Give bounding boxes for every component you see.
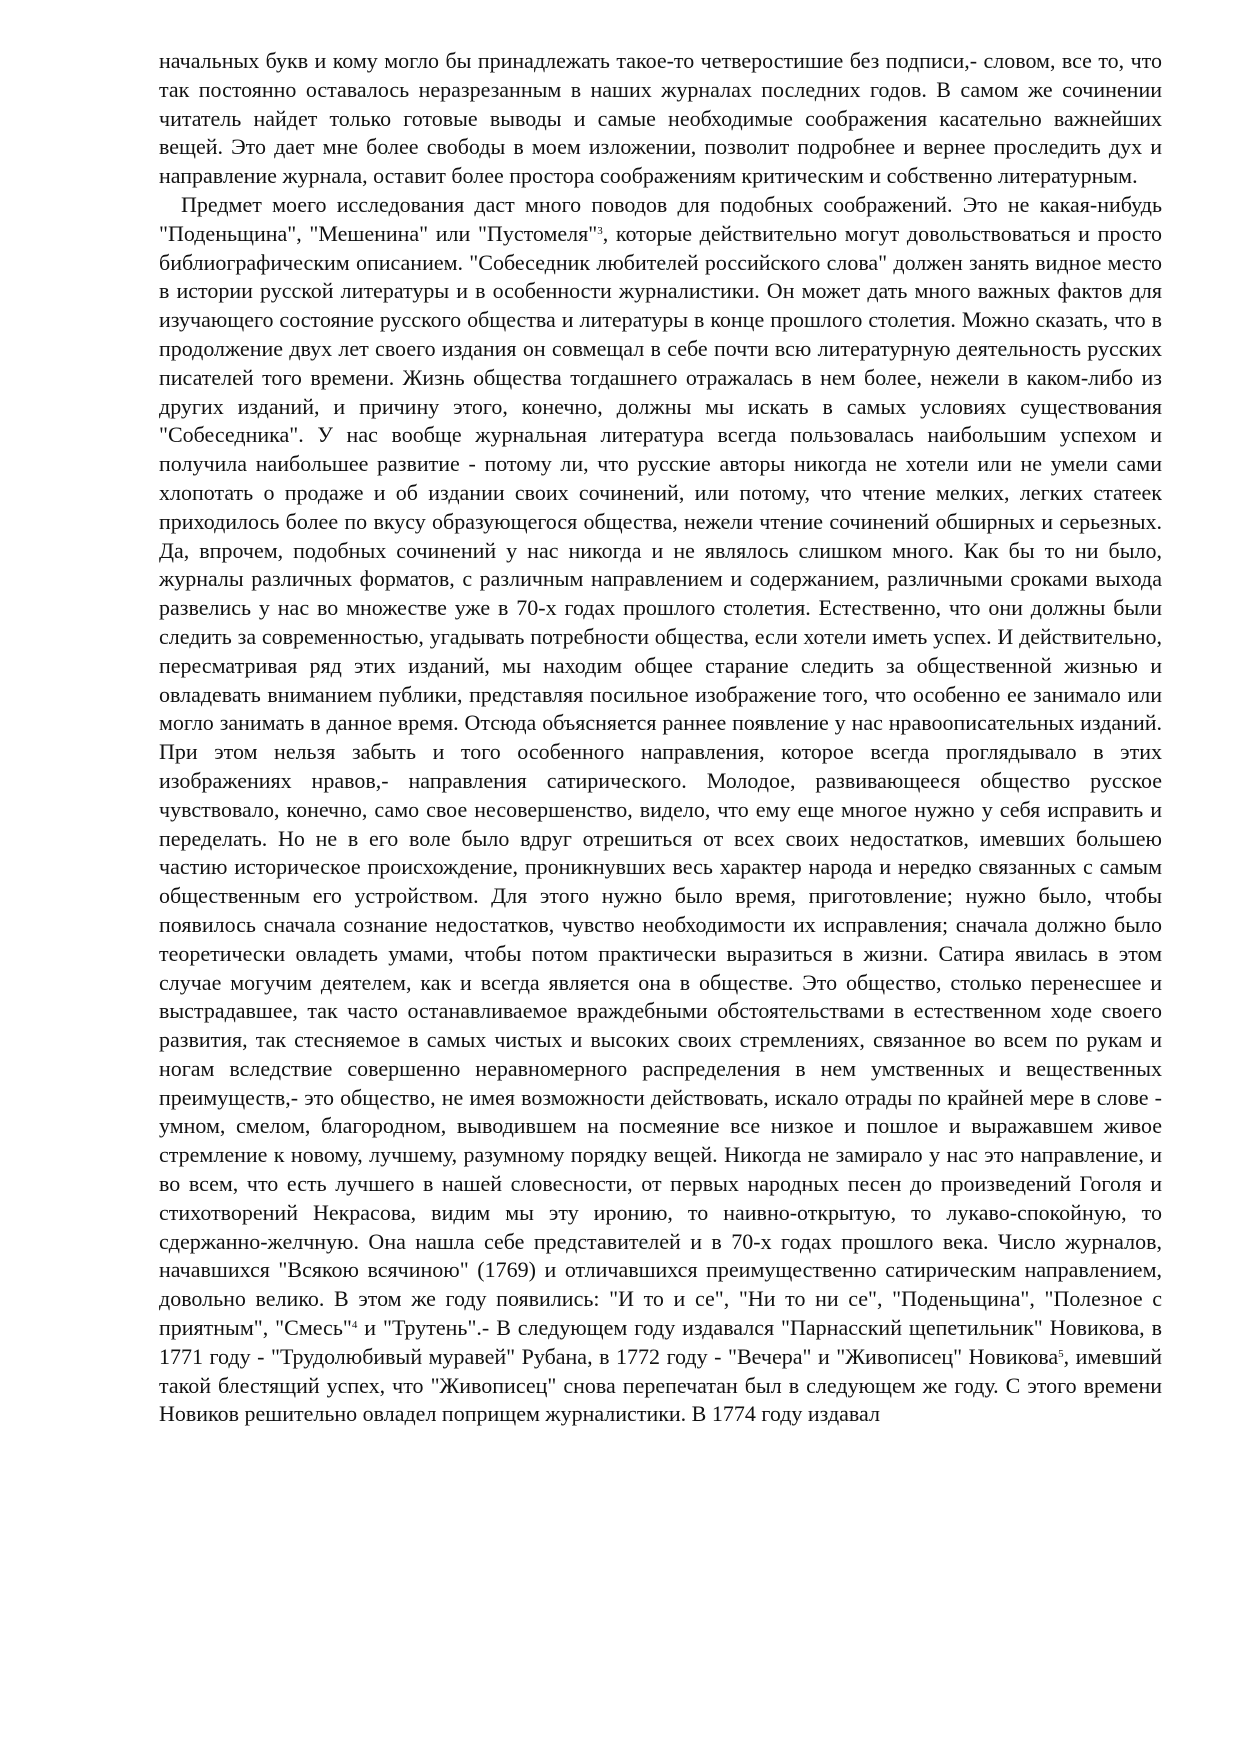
paragraph-main: [159, 191, 1162, 1429]
document-page: [159, 47, 1162, 1429]
paragraph-text: , имевший такой блестящий успех, что "Живописец" снова перепечатан был в следующем же году. С этого времени Новиков решительно овладел поприщем журналистики. В 1774 году издавал: [159, 1343, 1162, 1427]
paragraph-continuation: [159, 47, 1162, 191]
paragraph-text: , которые действительно могут довольствоваться и просто библиографическим описанием. "Собеседник любителей российского слова" должен занять видное место в истории русской литературы и в особенности журналистики. Он может дать много важных фактов для изучающего состояние русского общества и литературы в конце прошлого столетия. Можно сказать, что в продолжение двух лет своего издания он совмещал в себе почти всю литературную деятельность русских писателей того времени. Жизнь общества тогдашнего отражалась в нем более, нежели в каком-либо из других изданий, и причину этого, конечно, должны мы искать в самых условиях существования "Собеседника". У нас вообще журнальная литература всегда пользовалась наибольшим успехом и получила наибольшее развитие - потому ли, что русские авторы никогда не хотели или не умели сами хлопотать о продаже и об издании своих сочинений, или потому, что чтение мелких, легких статеек приходилось более по вкусу образующегося общества, нежели чтение сочинений обширных и серьезных. Да, впрочем, подобных сочинений у нас никогда и не являлось слишком много. Как бы то ни было, журналы различных форматов, с различным направлением и содержанием, различными сроками выхода развелись у нас во множестве уже в 70-х годах прошлого столетия. Естественно, что они должны были следить за современностью, угадывать потребности общества, если хотели иметь успех. И действительно, пересматривая ряд этих изданий, мы находим общее старание следить за общественной жизнью и овладевать вниманием публики, представляя посильное изображение того, что особенно ее занимало или могло занимать в данное время. Отсюда объясняется раннее появление у нас нравоописательных изданий. При этом нельзя забыть и того особенного направления, которое всегда проглядывало в этих изображениях нравов,- направления сатирического. Молодое, развивающееся общество русское чувствовало, конечно, само свое несовершенство, видело, что ему еще многое нужно у себя исправить и переделать. Но не в его воле было вдруг отрешиться от всех своих недостатков, имевших большею частию историческое происхождение, проникнувших весь характер народа и нередко связанных с самым общественным его устройством. Для этого нужно было время, приготовление; нужно было, чтобы появилось сначала сознание недостатков, чувство необходимости их исправления; сначала должно было теоретически овладеть умами, чтобы потом практически выразиться в жизни. Сатира явилась в этом случае могучим деятелем, как и всегда является она в обществе. Это общество, столько перенесшее и выстрадавшее, так часто останавливаемое враждебными обстоятельствами в естественном ходе своего развития, так стесняемое в самых чистых и высоких своих стремлениях, связанное во всем по рукам и ногам вследствие совершенно неравномерного распределения в нем умственных и вещественных преимуществ,- это общество, не имея возможности действовать, искало отрады по крайней мере в слове - умном, смелом, благородном, выводившем на посмеяние все низкое и пошлое и выражавшем живое стремление к новому, лучшему, разумному порядку вещей. Никогда не замирало у нас это направление, и во всем, что есть лучшего в нашей словесности, от первых народных песен до произведений Гоголя и стихотворений Некрасова, видим мы эту иронию, то наивно-открытую, то лукаво-спокойную, то сдержанно-желчную. Она нашла себе представителей и в 70-х годах прошлого века. Число журналов, начавшихся "Всякою всячиною" (1769) и отличавшихся преимущественно сатирическим направлением, довольно велико. В этом же году появились: "И то и се", "Ни то ни се", "Поденьщина", "Полезное с приятным", "Смесь": [159, 220, 1162, 1341]
footnote-ref-3[interactable]: 3: [597, 224, 603, 237]
paragraph-text: и "Трутень".- В следующем году издавался "Парнасский щепетильник" Новикова, в 1771 году - "Трудолюбивый муравей" Рубана, в 1772 году - "Вечера" и "Живописец" Новикова: [159, 1315, 1162, 1369]
footnote-ref-5[interactable]: 5: [1058, 1347, 1064, 1360]
footnote-ref-4[interactable]: 4: [351, 1319, 358, 1332]
paragraph-text: Предмет моего исследования даст много поводов для подобных соображений. Это не какая-нибудь "Поденьщина", "Мешенина" или "Пустомеля": [159, 191, 1162, 246]
paragraph-text: начальных букв и кому могло бы принадлежать такое-то четверостишие без подписи,- словом, все то, что так постоянно оставалось неразрезанным в наших журналах последних годов. В самом же сочинении читатель найдет только готовые выводы и самые необходимые соображения касательно важнейших вещей. Это дает мне более свободы в моем изложении, позволит подробнее и вернее проследить дух и направление журнала, оставит более простора соображениям критическим и собственно литературным.: [159, 48, 1162, 189]
